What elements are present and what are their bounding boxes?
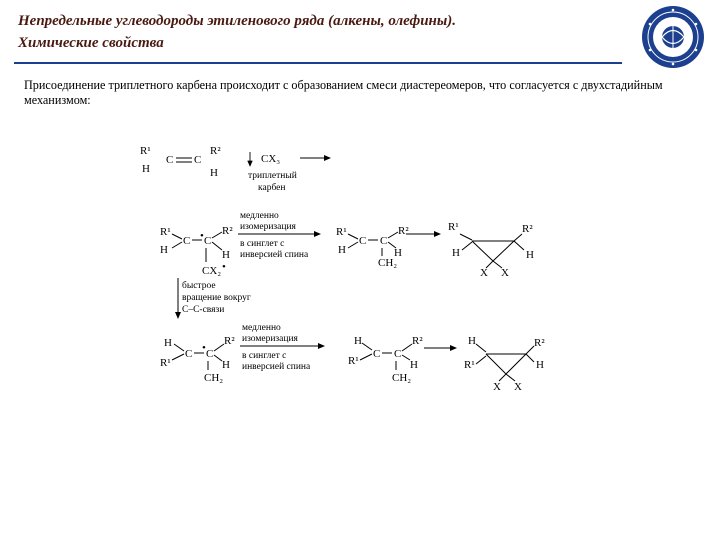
- h-label: H: [394, 247, 402, 259]
- arrow-text: изомеризация: [242, 334, 298, 344]
- c-label: C: [166, 154, 174, 166]
- r2-label: R²: [224, 335, 235, 347]
- c-label: C: [380, 235, 388, 247]
- r2-label: R²: [222, 225, 233, 237]
- r2-label: R²: [398, 225, 409, 237]
- radical-dot: •: [222, 261, 226, 273]
- radical-dot: •: [200, 230, 204, 242]
- university-seal-icon: [640, 4, 706, 70]
- h-label: H: [160, 244, 168, 256]
- title-line-1: Непредельные углеводороды этиленового ряда (алкены, олефины).: [18, 13, 457, 29]
- row2-cyclopropane: [448, 221, 534, 279]
- c-label: C: [359, 235, 367, 247]
- ch2-label: CH₂: [204, 372, 224, 384]
- arrow-text: в синглет с: [242, 351, 287, 361]
- row1-alkene: [140, 145, 221, 179]
- arrow-text: инверсией спина: [242, 362, 311, 372]
- row3-cyclopropane: [464, 335, 545, 393]
- r2-label: R²: [210, 145, 221, 157]
- h-label: H: [210, 167, 218, 179]
- row2-triplet-diradical: [160, 225, 233, 277]
- row2-singlet-intermediate: [336, 225, 440, 269]
- arrow-text: медленно: [240, 211, 279, 221]
- x-label: X: [493, 381, 501, 393]
- arrow-text: в синглет с: [240, 239, 285, 249]
- h-label: H: [164, 337, 172, 349]
- rotation-step: [178, 278, 251, 318]
- x-label: X: [514, 381, 522, 393]
- h-label: H: [526, 249, 534, 261]
- cx2-label: CX₂: [202, 265, 222, 277]
- c-label: C: [394, 348, 402, 360]
- h-label: H: [222, 249, 230, 261]
- row3-triplet-diradical: [160, 335, 235, 384]
- rotation-text: быстрое: [182, 281, 216, 291]
- h-label: H: [354, 335, 362, 347]
- row1-carbene: [248, 152, 330, 193]
- r1-label: R¹: [464, 359, 475, 371]
- c-label: C: [206, 348, 214, 360]
- carbene-note-line1: триплетный: [248, 171, 297, 181]
- title-divider: [14, 62, 622, 64]
- r1-label: R¹: [348, 355, 359, 367]
- h-label: H: [222, 359, 230, 371]
- cx3-label: CX₃: [261, 153, 281, 165]
- h-label: H: [142, 163, 150, 175]
- arrow-text: изомеризация: [240, 222, 296, 232]
- x-label: X: [480, 267, 488, 279]
- h-label: H: [410, 359, 418, 371]
- r2-label: R²: [522, 223, 533, 235]
- r1-label: R¹: [160, 357, 171, 369]
- h-label: H: [536, 359, 544, 371]
- r2-label: R²: [412, 335, 423, 347]
- reaction-mechanism-scheme: [130, 138, 570, 398]
- r2-label: R²: [534, 337, 545, 349]
- row3-singlet-intermediate: [348, 335, 456, 384]
- r1-label: R¹: [160, 226, 171, 238]
- body-paragraph: Присоединение триплетного карбена происходит с образованием смеси диастереомеров, что согласуется с двухстадийным механизмом:: [24, 78, 663, 107]
- c-label: C: [373, 348, 381, 360]
- rotation-text: С–С-связи: [182, 305, 225, 315]
- h-label: H: [338, 244, 346, 256]
- carbene-note-line2: карбен: [258, 183, 286, 193]
- rotation-text: вращение вокруг: [182, 293, 251, 303]
- ch2-label: CH₂: [392, 372, 412, 384]
- c-label: C: [185, 348, 193, 360]
- c-label: C: [183, 235, 191, 247]
- ch2-label: CH₂: [378, 257, 398, 269]
- arrow-text: инверсией спина: [240, 250, 309, 260]
- radical-dot: •: [202, 342, 206, 354]
- r1-label: R¹: [448, 221, 459, 233]
- row2-slow-isomerization-arrow: [238, 211, 320, 260]
- row3-slow-isomerization-arrow: [240, 323, 324, 372]
- x-label: X: [501, 267, 509, 279]
- c-label: C: [204, 235, 212, 247]
- arrow-text: медленно: [242, 323, 281, 333]
- c-label: C: [194, 154, 202, 166]
- slide-title: [18, 10, 618, 54]
- r1-label: R¹: [336, 226, 347, 238]
- title-line-2: Химические свойства: [18, 35, 164, 51]
- r1-label: R¹: [140, 145, 151, 157]
- h-label: H: [452, 247, 460, 259]
- h-label: H: [468, 335, 476, 347]
